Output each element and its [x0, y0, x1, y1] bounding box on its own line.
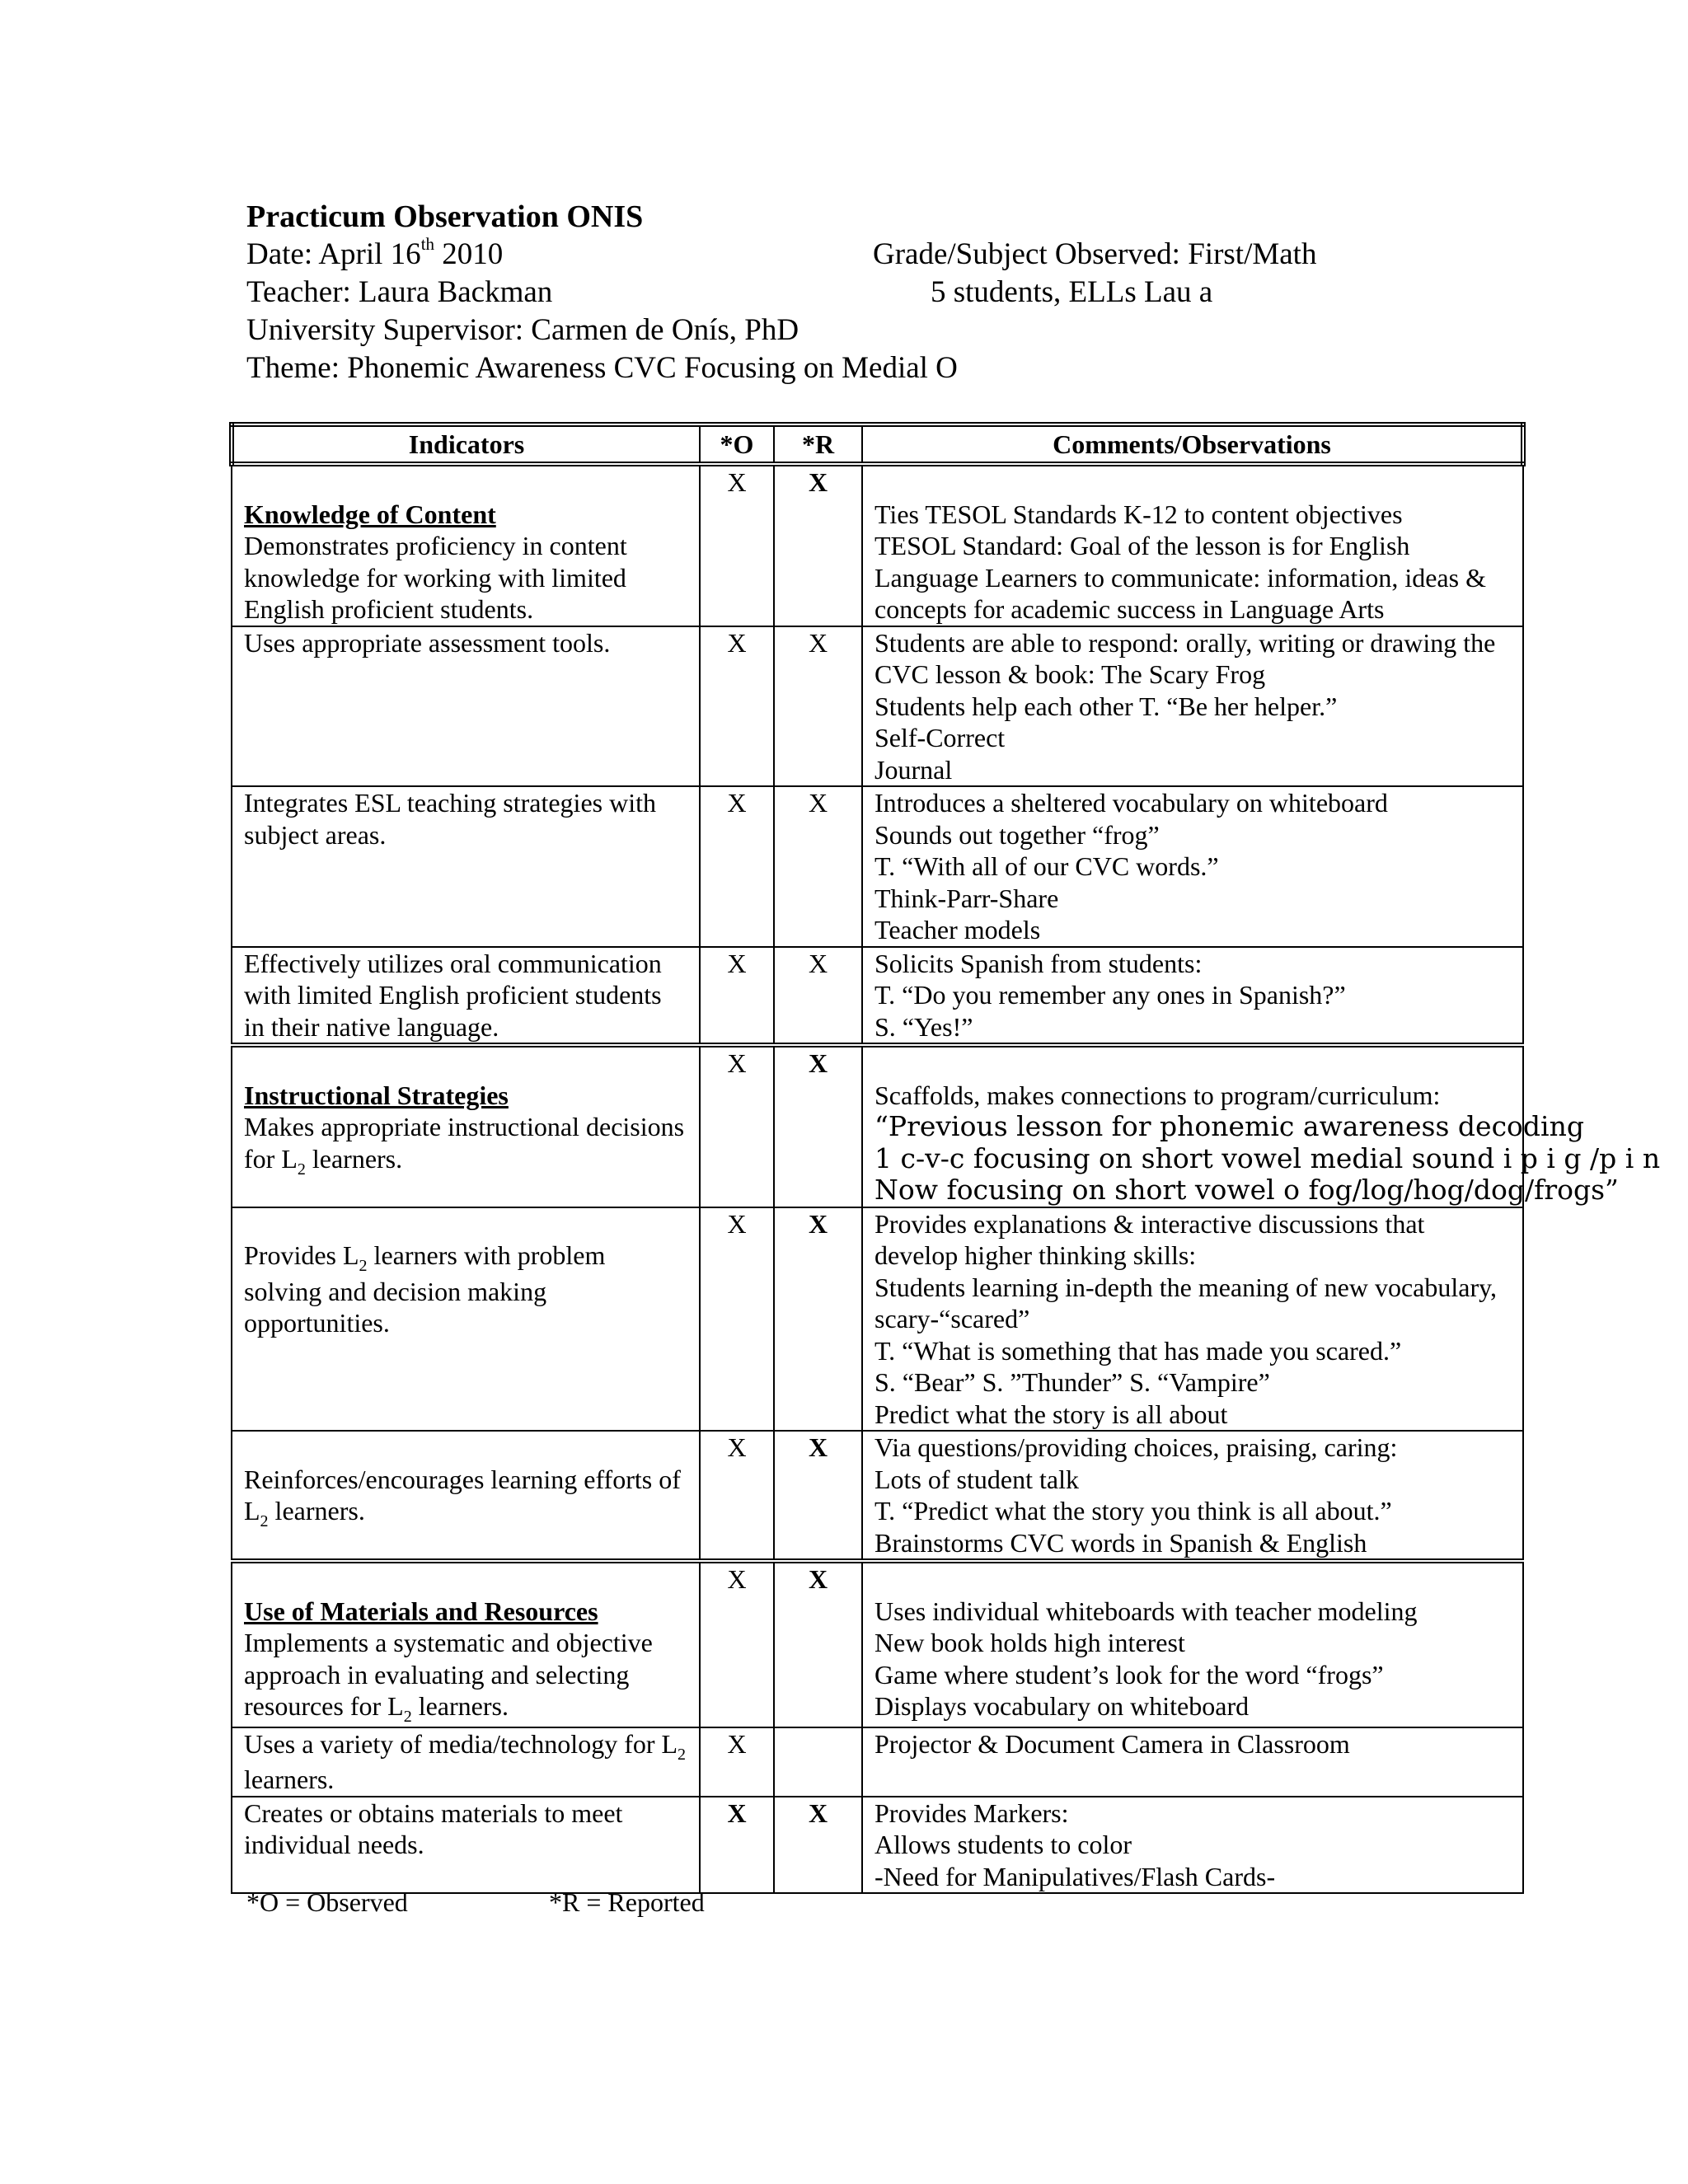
indicator-cell	[232, 1561, 700, 1727]
document-header	[246, 198, 1483, 387]
date-line	[246, 233, 1483, 274]
comment-line: T. “Predict what the story you think is all about.”	[874, 1496, 1392, 1526]
indicator-cell	[232, 464, 700, 626]
observed-legend: *O = Observed	[246, 1887, 408, 1917]
reported-mark: X	[774, 947, 862, 1046]
table-row	[232, 1727, 1523, 1797]
table-row	[232, 1207, 1523, 1432]
comment-line: Game where student’s look for the word “frogs”	[874, 1659, 1384, 1690]
comment-line: New book holds high interest	[874, 1628, 1185, 1657]
reported-mark: X	[774, 1561, 862, 1727]
table-row	[232, 1561, 1523, 1727]
comment-line: -Need for Manipulatives/Flash Cards-	[874, 1861, 1276, 1891]
comments-cell	[862, 1207, 1523, 1432]
indicator-cell: Uses appropriate assessment tools.	[232, 626, 700, 787]
table-header-row	[232, 424, 1523, 464]
reported-mark: X	[774, 464, 862, 626]
indicator-text: Provides $L_2$ learners with problem solving and decision making opportunities.	[244, 1240, 606, 1338]
indicator-text: Reinforces/encourages learning efforts of $L_2$ learners.	[244, 1464, 681, 1530]
comment-line: Sounds out together “frog”	[874, 819, 1160, 850]
comment-line: Students help each other T. “Be her helper.”	[874, 691, 1338, 721]
teacher-name: Teacher: Laura Backman	[246, 275, 553, 309]
comment-line: 1 c-v-c focusing on short vowel medial sound i p i g /p i n	[874, 1141, 1661, 1174]
comment-line: “Previous lesson for phonemic awareness decoding	[874, 1110, 1584, 1142]
comment-line: S. “Bear” S. ”Thunder” S. “Vampire”	[874, 1367, 1270, 1397]
legend-footer	[246, 1887, 705, 1918]
section-title: Instructional Strategies	[244, 1080, 509, 1110]
table-row	[232, 626, 1523, 787]
reported-mark: X	[774, 626, 862, 787]
comments-cell	[862, 1561, 1523, 1727]
table-row	[232, 1045, 1523, 1207]
comments-cell	[862, 464, 1523, 626]
observed-mark: X	[700, 786, 774, 947]
observed-mark: X	[700, 464, 774, 626]
indicator-cell	[232, 1207, 700, 1432]
indicator-cell: Creates or obtains materials to meet individual needs.	[232, 1797, 700, 1894]
comment-line: Solicits Spanish from students:	[874, 948, 1203, 978]
comment-line: T. “Do you remember any ones in Spanish?”	[874, 980, 1346, 1010]
observed-mark: X	[700, 1797, 774, 1894]
comments-cell	[862, 786, 1523, 947]
document-title: Practicum Observation ONIS	[246, 199, 644, 234]
comments-cell	[862, 1727, 1523, 1797]
supervisor-line: University Supervisor: Carmen de Onís, PhD	[246, 313, 799, 347]
observed-mark: X	[700, 626, 774, 787]
comments-cell	[862, 1797, 1523, 1894]
indicator-cell: Integrates ESL teaching strategies with subject areas.	[232, 786, 700, 947]
comment-line: Self-Correct	[874, 723, 1006, 752]
comment-line: Students are able to respond: orally, writing or drawing the CVC lesson & book: The Scary Frog	[874, 627, 1496, 689]
comment-line: TESOL Standard: Goal of the lesson is for English Language Learners to communicate: information, ideas & concepts for academic success in Language Arts	[874, 531, 1486, 624]
comment-line: Students learning in-depth the meaning of new vocabulary, scary-“scared”	[874, 1272, 1498, 1333]
reported-mark: X	[774, 1431, 862, 1561]
observed-mark: X	[700, 947, 774, 1046]
reported-mark: X	[774, 1797, 862, 1894]
comments-cell	[862, 1045, 1661, 1207]
comments-cell	[862, 947, 1523, 1046]
comment-line: Provides Markers:	[874, 1797, 1069, 1828]
observed-mark: X	[700, 1561, 774, 1727]
comment-line: Via questions/providing choices, praising, caring:	[874, 1432, 1398, 1462]
theme-line: Theme: Phonemic Awareness CVC Focusing on Medial O	[246, 351, 958, 385]
comment-line: Predict what the story is all about	[874, 1399, 1228, 1429]
indicator-cell	[232, 1431, 700, 1561]
table-row	[232, 1797, 1523, 1894]
comment-line: Scaffolds, makes connections to program/curriculum:	[874, 1080, 1441, 1110]
comment-line: T. “With all of our CVC words.”	[874, 851, 1219, 881]
comment-line: Teacher models	[874, 915, 1041, 944]
observed-mark: X	[700, 1727, 774, 1797]
indicator-text: Demonstrates proficiency in content knowledge for working with limited English proficient students.	[244, 531, 627, 624]
comment-line: Brainstorms CVC words in Spanish & English	[874, 1527, 1367, 1558]
observed-mark: X	[700, 1045, 774, 1207]
indicator-text: Implements a systematic and objective approach in evaluating and selecting resources for $L_2$ learners.	[244, 1628, 653, 1726]
observed-mark: X	[700, 1431, 774, 1561]
comment-line: S. “Yes!”	[874, 1011, 973, 1042]
section-title: Knowledge of Content	[244, 499, 496, 529]
header-indicators: Indicators	[232, 424, 700, 464]
comments-cell	[862, 1431, 1523, 1561]
comment-line: Lots of student talk	[874, 1464, 1079, 1494]
table-row	[232, 1431, 1523, 1561]
table-row	[232, 947, 1523, 1046]
observed-mark: X	[700, 1207, 774, 1432]
indicator-cell: Effectively utilizes oral communication with limited English proficient students in their native language.	[232, 947, 700, 1046]
comment-line: Ties TESOL Standards K-12 to content objectives	[874, 499, 1403, 529]
teacher-line	[246, 274, 1483, 312]
comment-line: T. “What is something that has made you scared.”	[874, 1335, 1402, 1366]
header-comments: Comments/Observations	[862, 424, 1523, 464]
table-row	[232, 464, 1523, 626]
grade-subject: Grade/Subject Observed: First/Math	[873, 237, 1317, 271]
reported-legend: *R = Reported	[549, 1887, 705, 1917]
reported-mark: X	[774, 786, 862, 947]
comments-cell	[862, 626, 1523, 787]
header-observed: *O	[700, 424, 774, 464]
comment-line: Provides explanations & interactive discussions that develop higher thinking skills:	[874, 1208, 1425, 1270]
comment-line: Projector & Document Camera in Classroom	[874, 1728, 1350, 1759]
student-count: 5 students, ELLs Lau a	[931, 275, 1213, 309]
comment-line: Uses individual whiteboards with teacher modeling	[874, 1596, 1418, 1626]
reported-mark	[774, 1727, 862, 1797]
comment-line: Journal	[874, 754, 953, 785]
comment-line: Introduces a sheltered vocabulary on whiteboard	[874, 788, 1388, 818]
comment-line: Now focusing on short vowel o fog/log/hog/dog/frogs”	[874, 1174, 1619, 1206]
comment-line: Allows students to color	[874, 1830, 1132, 1859]
indicator-cell	[232, 1045, 700, 1207]
header-reported: *R	[774, 424, 862, 464]
reported-mark: X	[774, 1207, 862, 1432]
indicator-text: Makes appropriate instructional decisions for $L_2$ learners.	[244, 1112, 685, 1179]
comment-line: Think-Parr-Share	[874, 883, 1059, 913]
table-row	[232, 786, 1523, 947]
indicator-cell: Uses a variety of media/technology for $L_2$ learners.	[232, 1727, 700, 1797]
comment-line: Displays vocabulary on whiteboard	[874, 1691, 1250, 1721]
reported-mark: X	[774, 1045, 862, 1207]
observation-table	[229, 422, 1661, 1894]
observation-date: Date: April 16th 2010	[246, 233, 504, 271]
section-title: Use of Materials and Resources	[244, 1596, 598, 1626]
